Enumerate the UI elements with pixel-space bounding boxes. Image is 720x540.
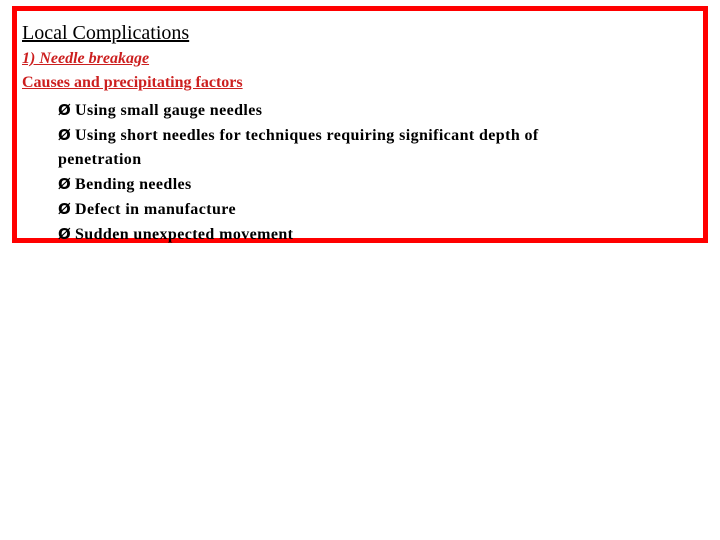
content-box	[12, 6, 708, 243]
list-item-text: Using small gauge needles	[75, 102, 263, 119]
list-item	[58, 123, 678, 172]
arrow-bullet-icon: Ø	[58, 200, 72, 218]
list-item	[58, 197, 678, 222]
arrow-bullet-icon: Ø	[58, 101, 72, 119]
causes-title: Causes and precipitating factors	[22, 74, 243, 91]
section-subheading: 1) Needle breakage	[22, 50, 150, 67]
list-item	[58, 98, 678, 123]
list-item-continuation: penetration	[58, 151, 142, 168]
slide-heading: Local Complications	[22, 22, 190, 44]
list-item-text: Defect in manufacture	[75, 201, 236, 218]
arrow-bullet-icon: Ø	[58, 225, 72, 243]
arrow-bullet-icon: Ø	[58, 175, 72, 193]
list-item-text: Bending needles	[75, 176, 192, 193]
bullet-list	[58, 98, 678, 247]
list-item	[58, 172, 678, 197]
arrow-bullet-icon: Ø	[58, 126, 72, 144]
list-item	[58, 222, 678, 247]
list-item-text: Using short needles for techniques requiring significant depth of	[75, 127, 539, 144]
list-item-text: Sudden unexpected movement	[75, 226, 294, 243]
